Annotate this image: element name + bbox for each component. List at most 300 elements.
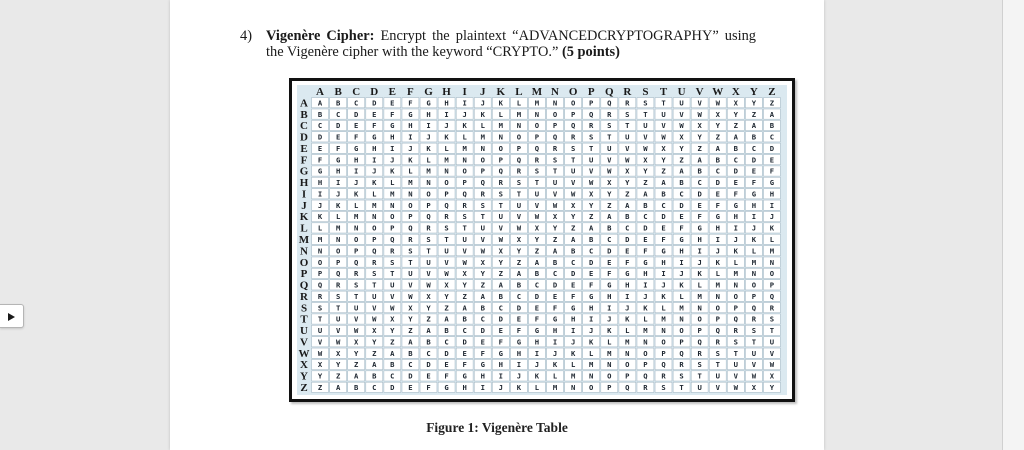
cell-letter: X [751,383,757,392]
cell-letter: X [516,235,522,244]
cell-letter: H [679,246,684,256]
cell-letter: I [697,246,702,256]
cell-letter: D [715,178,720,188]
cell-letter: J [354,178,359,188]
cell-letter: D [534,291,540,301]
cell-letter: J [679,269,684,279]
cell-letter: N [570,383,576,392]
cell-letter: T [715,360,720,370]
cell-letter: U [498,212,503,222]
cell-letter: B [589,235,594,244]
cell-letter: U [516,200,522,210]
cell-letter: R [715,337,720,347]
cell-letter: M [570,371,576,381]
cell-letter: B [679,178,684,188]
cell-letter: U [552,178,558,188]
cell-letter: Q [498,166,503,176]
cell-letter: I [516,360,522,370]
cell-letter: R [570,132,576,142]
cell-letter: L [625,326,630,336]
cell-letter: D [661,212,666,222]
cell-letter: H [498,360,503,370]
cell-letter: C [317,121,323,131]
cell-letter: V [408,280,413,290]
cell-letter: N [607,360,612,370]
cell-letter: P [733,303,738,313]
cell-letter: P [390,223,395,233]
cell-letter: N [335,235,341,244]
cell-letter: R [372,257,377,267]
cell-letter: B [570,246,576,256]
cell-letter: Y [444,291,449,301]
cell-letter: I [769,200,775,210]
cell-letter: B [462,314,467,324]
cell-letter: P [751,291,757,301]
cell-letter: Y [335,360,341,370]
cell-letter: T [426,246,431,256]
cell-letter: J [751,223,757,233]
cell-letter: Z [751,109,757,119]
cell-letter: D [570,269,576,279]
row-header: B [300,108,308,121]
cell-letter: B [390,360,395,370]
cell-letter: U [444,246,449,256]
cell-letter: N [552,98,558,108]
cell-letter: Z [625,189,630,199]
cell-letter: U [408,269,413,279]
cell-letter: U [589,155,594,165]
cell-letter: K [570,348,576,358]
cell-letter: Z [317,383,323,392]
cell-letter: F [444,371,449,381]
cell-letter: O [607,371,612,381]
cell-letter: Y [480,269,485,279]
cell-letter: K [607,326,612,336]
cell-letter: C [715,166,720,176]
cell-letter: Y [408,314,413,324]
cell-letter: B [697,166,702,176]
cell-letter: Y [317,371,323,381]
cell-letter: Y [769,383,775,392]
cell-letter: U [570,166,576,176]
cell-letter: Q [607,98,612,108]
cell-letter: V [354,314,359,324]
cell-letter: V [534,200,540,210]
cell-letter: H [769,189,775,199]
cell-letter: O [552,109,558,119]
cell-letter: X [534,223,540,233]
cell-letter: G [607,280,612,290]
cell-letter: E [534,303,540,313]
cell-letter: Q [354,257,359,267]
cell-letter: G [516,337,522,347]
cell-letter: P [625,371,630,381]
cell-letter: N [426,178,431,188]
cell-letter: N [751,269,757,279]
cell-letter: M [679,303,684,313]
cell-letter: P [426,200,431,210]
cell-letter: Y [733,109,738,119]
cell-letter: S [534,166,540,176]
cell-letter: C [607,235,612,244]
cell-letter: X [372,326,377,336]
cell-letter: N [408,189,413,199]
cell-letter: C [372,383,377,392]
cell-letter: W [679,121,684,131]
cell-letter: A [534,257,540,267]
cell-letter: P [589,98,594,108]
cell-letter: R [769,303,775,313]
cell-letter: D [462,337,467,347]
cell-letter: I [444,109,449,119]
cell-letter: J [697,257,702,267]
cell-letter: F [697,212,702,222]
cell-letter: C [552,269,558,279]
cell-letter: J [769,212,775,222]
cell-letter: K [354,189,359,199]
cell-letter: F [715,200,720,210]
cell-letter: N [661,326,666,336]
cell-letter: G [625,269,630,279]
cell-letter: H [534,337,540,347]
cell-letter: B [498,291,503,301]
cell-letter: N [697,303,702,313]
cell-letter: K [589,337,594,347]
cell-letter: P [498,155,503,165]
cell-letter: D [444,348,449,358]
cell-letter: W [426,280,431,290]
question-body: Encrypt the plaintext “ADVANCEDCRYPTOGRAPHY” using the Vigenère cipher with the keyword “CRYPTO.” [266,28,756,60]
cell-letter: K [625,314,630,324]
cell-letter: Z [733,121,738,131]
cell-letter: J [552,348,558,358]
cell-letter: Z [607,200,612,210]
cell-letter: P [769,280,775,290]
cell-letter: P [335,257,341,267]
cell-letter: K [534,371,540,381]
cell-letter: L [733,257,738,267]
cell-letter: W [715,98,720,108]
cell-letter: W [661,132,666,142]
question-title: Vigenère Cipher: [266,28,375,44]
cell-letter: R [426,223,431,233]
cell-letter: Q [426,212,431,222]
cell-letter: X [607,178,612,188]
cell-letter: K [751,235,757,244]
cell-letter: E [408,383,413,392]
cell-letter: L [354,200,359,210]
cell-letter: O [498,143,503,153]
cell-letter: K [552,360,558,370]
question-points: (5 points) [561,44,620,60]
cell-letter: B [552,257,558,267]
cell-letter: H [335,166,341,176]
cell-letter: G [372,132,377,142]
cell-letter: E [498,326,503,336]
cell-letter: W [589,178,594,188]
cell-letter: A [552,246,558,256]
cell-letter: F [625,257,630,267]
cell-letter: W [552,200,558,210]
cell-letter: W [354,326,359,336]
cell-letter: C [679,189,684,199]
cell-letter: P [570,109,576,119]
column-header: C [352,86,361,98]
cell-letter: B [335,98,341,108]
cell-letter: S [444,223,449,233]
cell-letter: W [607,166,612,176]
cell-letter: U [317,326,323,336]
column-header: R [623,86,632,98]
cell-letter: I [462,98,467,108]
cell-letter: K [715,257,720,267]
cell-letter: L [661,303,666,313]
cell-letter: Q [317,280,323,290]
cell-letter: U [390,280,395,290]
cell-letter: Y [426,303,431,313]
cell-letter: I [733,223,738,233]
cell-letter: T [516,189,522,199]
cell-letter: E [462,348,467,358]
cell-letter: Q [643,371,648,381]
cell-letter: N [643,337,648,347]
right-scroll-edge [1002,0,1024,450]
cell-letter: O [625,360,630,370]
cell-letter: T [570,155,576,165]
cell-letter: V [643,132,648,142]
cell-letter: E [697,200,702,210]
cell-letter: T [589,143,594,153]
cell-letter: P [661,348,666,358]
cell-letter: E [480,337,485,347]
cell-letter: A [643,189,648,199]
cell-letter: T [480,212,485,222]
cell-letter: Q [534,143,540,153]
cell-letter: Y [534,235,540,244]
cell-letter: Y [679,143,684,153]
row-header: Y [300,370,308,383]
cell-letter: B [408,348,413,358]
cell-letter: G [570,303,576,313]
cell-letter: Q [769,291,775,301]
cell-letter: V [552,189,558,199]
cell-letter: E [733,178,738,188]
cell-letter: H [589,303,594,313]
cell-letter: S [552,155,558,165]
cell-letter: K [390,166,395,176]
cell-letter: A [354,371,359,381]
cell-letter: G [354,143,359,153]
cell-letter: S [372,269,377,279]
cell-letter: O [317,257,323,267]
cell-letter: F [390,109,395,119]
row-header: O [299,256,309,269]
cell-letter: K [444,132,449,142]
cell-letter: C [570,257,576,267]
column-header: W [712,86,724,98]
cell-letter: U [426,257,431,267]
cell-letter: H [516,348,522,358]
cell-letter: E [335,132,341,142]
cell-letter: Z [661,166,666,176]
cell-letter: G [643,257,648,267]
cell-letter: I [335,178,341,188]
row-header: H [299,177,309,190]
row-header: S [300,302,308,315]
cell-letter: M [769,246,775,256]
column-header: H [442,86,451,98]
cell-letter: K [643,303,648,313]
cell-letter: T [444,235,449,244]
cell-letter: K [480,109,485,119]
cell-letter: Z [643,178,648,188]
cell-letter: R [751,314,757,324]
cell-letter: S [390,257,395,267]
cell-letter: B [354,383,359,392]
cell-letter: Z [390,337,395,347]
cell-letter: M [607,348,612,358]
cell-letter: M [480,132,485,142]
cell-letter: Q [570,121,576,131]
cell-letter: F [661,235,666,244]
cell-letter: Y [516,246,522,256]
cell-letter: Z [516,257,522,267]
row-header: Z [300,382,308,394]
cell-letter: M [715,280,720,290]
cell-letter: S [480,200,485,210]
row-header: J [301,199,307,212]
cell-letter: D [480,326,485,336]
row-header: T [300,313,308,326]
cell-letter: W [480,246,485,256]
cell-letter: Y [751,98,757,108]
cell-letter: G [426,98,431,108]
cell-letter: E [516,314,522,324]
cell-letter: Y [570,212,576,222]
cell-letter: U [480,223,485,233]
cell-letter: J [426,132,431,142]
cell-letter: L [697,280,702,290]
cell-letter: D [426,360,431,370]
cell-letter: H [643,269,648,279]
cell-letter: U [733,360,738,370]
cell-letter: L [570,360,576,370]
cell-letter: K [462,121,467,131]
cell-letter: W [751,371,757,381]
cell-letter: I [607,303,612,313]
cell-letter: L [516,98,522,108]
cell-letter: G [733,200,738,210]
cell-letter: Q [625,383,630,392]
cell-letter: V [335,326,341,336]
cell-letter: F [607,269,612,279]
cell-letter: Q [697,337,702,347]
cell-letter: J [516,371,522,381]
cell-letter: D [607,246,612,256]
cell-letter: N [534,109,540,119]
cell-letter: G [679,235,684,244]
cell-letter: G [661,246,666,256]
cell-letter: N [372,212,377,222]
cell-letter: E [715,189,720,199]
cell-letter: B [444,326,449,336]
cell-letter: X [408,303,413,313]
cell-letter: V [733,371,738,381]
cell-letter: S [625,109,630,119]
cell-letter: J [534,360,540,370]
cell-letter: P [354,246,359,256]
cell-letter: T [552,166,558,176]
cell-letter: X [317,360,323,370]
cell-letter: Z [769,98,775,108]
cell-letter: E [317,143,323,153]
cell-letter: Z [534,246,540,256]
cell-letter: X [715,109,720,119]
cell-letter: S [498,189,503,199]
vigenere-table-grid [297,85,787,395]
cell-letter: B [372,371,377,381]
sidebar-toggle-button[interactable] [0,304,24,328]
column-header: D [370,86,379,98]
cell-letter: Z [354,360,359,370]
cell-letter: T [679,383,684,392]
row-header: L [300,222,308,235]
cell-letter: C [408,360,413,370]
cell-letter: V [751,360,757,370]
cell-letter: F [498,337,503,347]
cell-letter: A [462,303,467,313]
cell-letter: E [607,257,612,267]
cell-letter: L [751,246,757,256]
cell-letter: C [625,223,630,233]
cell-letter: N [390,200,395,210]
cell-letter: R [661,371,666,381]
cell-letter: H [426,109,431,119]
cell-letter: Z [462,291,467,301]
cell-letter: N [516,121,522,131]
cell-letter: Y [462,280,467,290]
cell-letter: I [625,291,630,301]
cell-letter: Q [589,109,594,119]
cell-letter: B [751,132,757,142]
cell-letter: P [462,178,467,188]
cell-letter: S [516,178,522,188]
cell-letter: K [498,98,503,108]
cell-letter: C [643,212,648,222]
cell-letter: Q [480,178,485,188]
cell-letter: P [317,269,323,279]
cell-letter: A [715,143,720,153]
cell-letter: O [462,166,467,176]
cell-letter: E [751,166,757,176]
cell-letter: G [335,155,341,165]
cell-letter: C [751,143,757,153]
cell-letter: O [372,223,377,233]
cell-letter: C [498,303,503,313]
cell-letter: B [661,189,666,199]
cell-letter: P [697,326,702,336]
row-header: F [300,154,308,167]
cell-letter: H [733,212,738,222]
cell-letter: A [444,314,449,324]
cell-letter: W [372,314,377,324]
row-header: W [298,347,310,360]
cell-letter: N [589,371,594,381]
row-header: D [300,131,308,144]
cell-letter: P [534,132,540,142]
cell-letter: F [426,383,431,392]
cell-letter: I [426,121,431,131]
